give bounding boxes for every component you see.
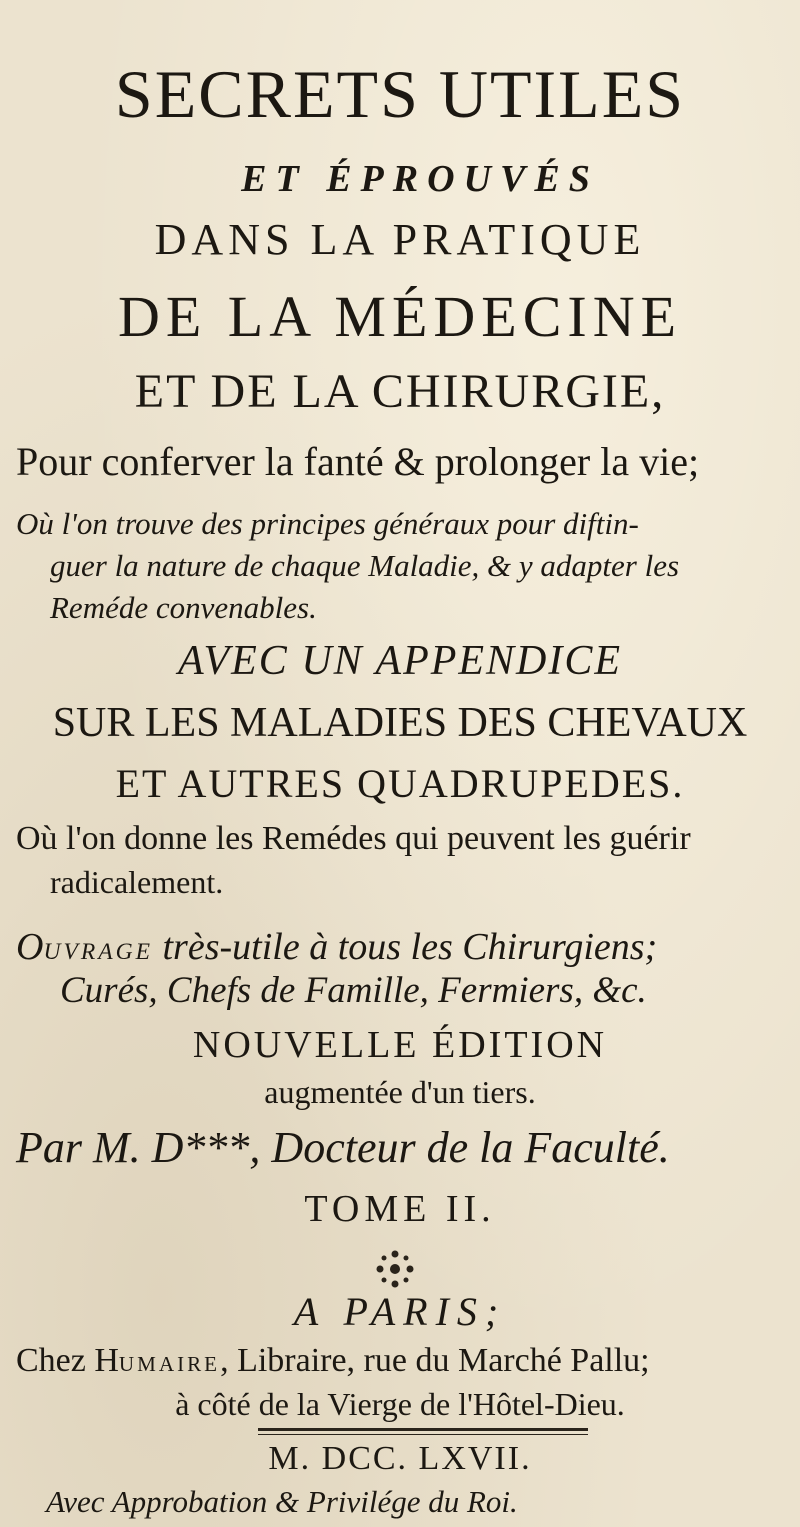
subtitle-et-eprouves: ET ÉPROUVÉS — [241, 158, 599, 200]
description-line-3: Reméde convenables. — [50, 590, 317, 625]
publisher-chez: Chez H — [16, 1342, 119, 1379]
ouvrage-smallcaps: UVRAGE — [43, 939, 153, 965]
remedies-line-2: radicalement. — [50, 864, 224, 900]
publisher-name-smallcaps: UMAIRE — [118, 1352, 221, 1376]
publication-year: M. DCC. LXVII. — [268, 1440, 532, 1477]
description-line-2: guer la nature de chaque Maladie, & y adapter les — [50, 548, 680, 583]
volume-number: TOME II. — [304, 1188, 496, 1230]
appendix-subtitle: ET AUTRES QUADRUPEDES. — [115, 761, 685, 806]
purpose-line: Pour conferver la fanté & prolonger la vie; — [16, 439, 700, 484]
rule-bottom — [258, 1434, 588, 1435]
author-line: Par M. D***, Docteur de la Faculté. — [16, 1123, 670, 1172]
subtitle-de-la-medecine: DE LA MÉDECINE — [117, 284, 683, 349]
place-of-publication: A PARIS; — [293, 1289, 507, 1334]
publisher-address: , Libraire, rue du Marché Pallu; — [220, 1342, 650, 1379]
new-edition: NOUVELLE ÉDITION — [192, 1024, 608, 1066]
remedies-line-1: Où l'on donne les Remédes qui peuvent les guérir — [16, 820, 691, 857]
ouvrage-line — [16, 928, 657, 966]
printer-ornament — [370, 1244, 420, 1294]
publisher-line-2: à côté de la Vierge de l'Hôtel-Dieu. — [175, 1386, 625, 1422]
rule-top — [258, 1428, 588, 1431]
subtitle-et-de-la-chirurgie: ET DE LA CHIRURGIE, — [134, 365, 666, 418]
title-secrets-utiles: SECRETS UTILES — [114, 56, 686, 132]
edition-note: augmentée d'un tiers. — [264, 1074, 536, 1110]
audience-line: Curés, Chefs de Famille, Fermiers, &c. — [60, 970, 647, 1011]
ouvrage-rest: très-utile à tous les Chirurgiens; — [153, 926, 658, 968]
appendix-heading: AVEC UN APPENDICE — [177, 638, 623, 684]
appendix-title: SUR LES MALADIES DES CHEVAUX — [52, 700, 748, 746]
subtitle-dans-la-pratique: DANS LA PRATIQUE — [154, 215, 646, 264]
ouvrage-initial: O — [16, 926, 44, 968]
approbation-line: Avec Approbation & Privilége du Roi. — [46, 1484, 518, 1519]
description-line-1: Où l'on trouve des principes généraux pour diftin- — [16, 506, 639, 541]
publisher-line-1 — [16, 1344, 650, 1378]
